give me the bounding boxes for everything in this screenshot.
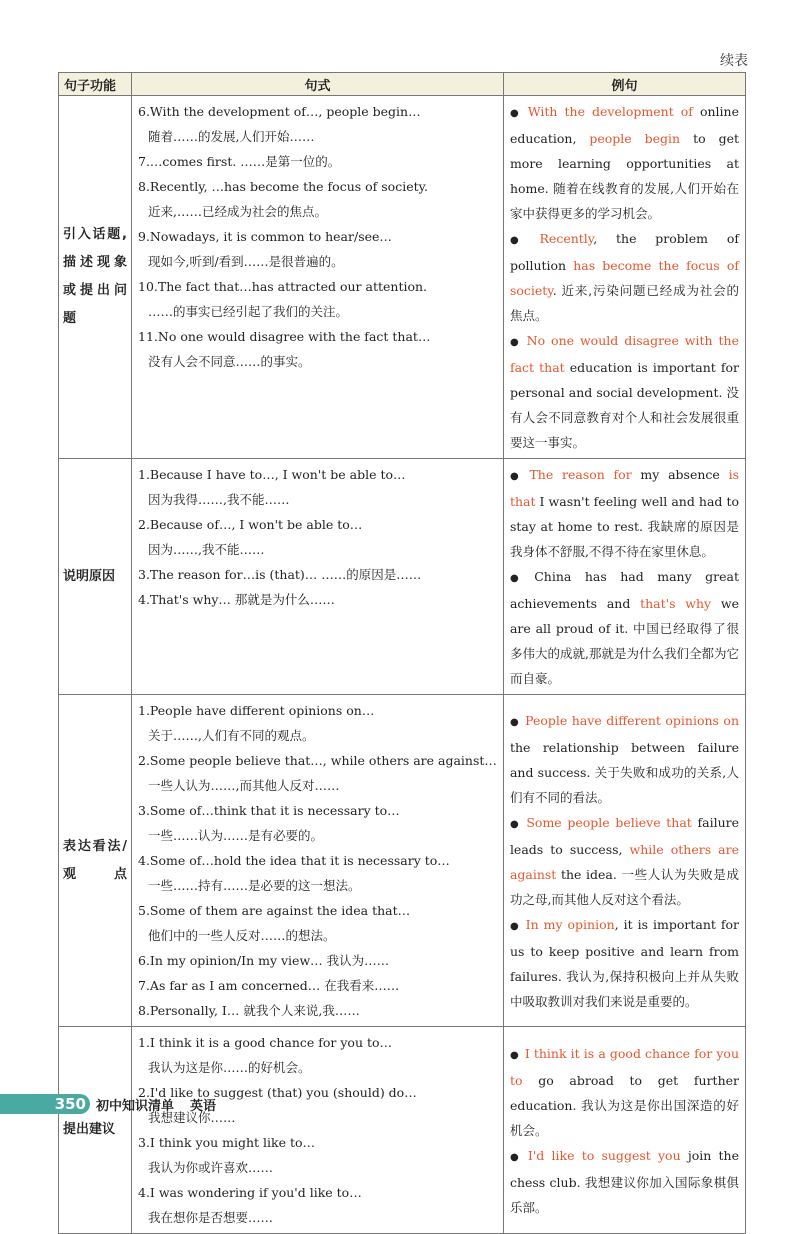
bullet-icon: ●	[509, 716, 520, 728]
pattern-translation: 因为我得……,我不能……	[148, 492, 290, 507]
example-sentence	[510, 708, 739, 810]
highlighted-phrase: that's why	[640, 596, 712, 611]
example-text: online education,	[509, 104, 740, 146]
example-cell	[503, 1027, 745, 1234]
book-title: 初中知识清单	[96, 1098, 175, 1114]
highlighted-phrase: I think it is a good chance for you to	[509, 1045, 739, 1088]
bullet-icon: ●	[509, 920, 520, 932]
pattern-line: 10.The fact that…has attracted our attention.	[138, 279, 428, 294]
example-sentence	[510, 1143, 739, 1220]
pattern-cell	[132, 1027, 504, 1234]
example-sentence	[510, 99, 739, 226]
pattern-line: 5.Some of them are against the idea that…	[138, 903, 411, 918]
pattern-line: 7.…comes first. ……是第一位的。	[138, 154, 341, 169]
example-text: the idea. 一些人认为失败是成功之母,而其他人反对这个看法。	[509, 866, 739, 907]
pattern-line: 8.Personally, I… 就我个人来说,我……	[138, 1003, 360, 1018]
highlighted-phrase: People have different opinions on	[525, 712, 739, 728]
function-label: 引入话题,描述现象或提出问题	[59, 96, 132, 459]
pattern-line: 2.I'd like to suggest (that) you (should) do…	[138, 1085, 417, 1100]
header-function: 句子功能	[59, 73, 132, 96]
pattern-translation: 因为……,我不能……	[148, 542, 265, 557]
bullet-icon: ●	[509, 235, 534, 246]
pattern-line: 7.As far as I am concerned… 在我看来……	[138, 978, 400, 993]
bullet-icon: ●	[509, 108, 522, 119]
function-label: 说明原因	[59, 459, 132, 695]
table-row	[59, 1027, 746, 1234]
bullet-icon: ●	[509, 1049, 519, 1061]
pattern-line: 4.I was wondering if you'd like to…	[138, 1185, 362, 1200]
pattern-line: 3.The reason for…is (that)… ……的原因是……	[138, 567, 422, 582]
function-label: 表达看法/观点	[59, 695, 132, 1027]
page-footer	[0, 1094, 216, 1114]
pattern-line: 11.No one would disagree with the fact that…	[138, 329, 431, 344]
page-number: 350	[0, 1094, 90, 1114]
pattern-translation: 他们中的一些人反对……的想法。	[148, 928, 336, 943]
bullet-icon: ●	[509, 337, 521, 348]
pattern-translation: 没有人会不同意……的事实。	[148, 354, 311, 369]
highlighted-phrase: The reason for	[529, 467, 632, 482]
pattern-translation: 一些……持有……是必要的这一想法。	[148, 878, 361, 893]
highlighted-phrase: while others are against	[509, 841, 739, 882]
example-text: my absence	[631, 467, 729, 482]
pattern-line: 6.With the development of…, people begin…	[138, 104, 421, 119]
pattern-translation: 我认为这是你……的好机会。	[148, 1060, 311, 1075]
continued-label: 续表	[720, 53, 748, 69]
pattern-cell	[132, 459, 504, 695]
pattern-line: 4.That's why… 那就是为什么……	[138, 592, 335, 607]
highlighted-phrase: In my opinion	[525, 916, 615, 932]
pattern-line: 1.People have different opinions on…	[138, 703, 375, 718]
header-example: 例句	[503, 73, 745, 96]
highlighted-phrase: Recently	[539, 231, 594, 246]
pattern-translation: 近来,……已经成为社会的焦点。	[148, 204, 327, 219]
pattern-cell	[132, 96, 504, 459]
highlighted-phrase: people begin	[589, 131, 681, 146]
bullet-icon: ●	[509, 818, 521, 830]
highlighted-phrase: is that	[509, 467, 739, 509]
pattern-translation: 我想建议你……	[148, 1110, 236, 1125]
subject: 英语	[190, 1098, 217, 1114]
example-sentence	[510, 462, 739, 564]
example-sentence	[510, 1041, 739, 1143]
example-sentence	[510, 328, 739, 455]
example-text: the relationship between failure and success. 关于失败和成功的关系,人们有不同的看法。	[509, 739, 739, 805]
highlighted-phrase: No one would disagree with the fact that	[509, 333, 739, 375]
bullet-icon: ●	[509, 1151, 522, 1163]
example-text: , the problem of pollution	[509, 231, 739, 273]
pattern-line: 3.Some of…think that it is necessary to…	[138, 803, 400, 818]
example-text: , it is important for us to keep positive and learn from failures. 我认为,保持积极向上并从失败中吸取教训对我们来说是重要的。	[509, 916, 739, 1009]
table-header-row	[59, 73, 746, 96]
pattern-line: 9.Nowadays, it is common to hear/see…	[138, 229, 392, 244]
highlighted-phrase: With the development of	[527, 104, 693, 119]
bullet-icon: ●	[509, 471, 524, 482]
function-label: 提出建议	[59, 1027, 132, 1234]
example-text: education is important for personal and social development. 没有人会不同意教育对个人和社会发展很重要这一事实。	[509, 360, 739, 450]
sentence-pattern-table	[58, 72, 746, 1234]
example-cell	[503, 459, 745, 695]
pattern-translation: 一些……认为……是有必要的。	[148, 828, 324, 843]
example-text: I wasn't feeling well and had to stay at home to rest. 我缺席的原因是我身体不舒服,不得不待在家里休息。	[509, 494, 739, 559]
highlighted-phrase: has become the focus of society	[509, 258, 739, 298]
highlighted-phrase: Some people believe that	[526, 814, 692, 830]
example-sentence	[510, 912, 739, 1014]
pattern-translation: ……的事实已经引起了我们的关注。	[148, 304, 349, 319]
pattern-translation: 关于……,人们有不同的观点。	[148, 728, 315, 743]
table-row	[59, 96, 746, 459]
example-text: China has had many great achievements and	[509, 569, 740, 611]
pattern-translation: 我认为你或许喜欢……	[148, 1160, 274, 1175]
example-cell	[503, 96, 745, 459]
table-row	[59, 459, 746, 695]
pattern-line: 2.Some people believe that…, while others are against…	[138, 753, 497, 768]
example-sentence	[510, 226, 739, 328]
pattern-translation: 现如今,听到/看到……是很普遍的。	[148, 254, 344, 269]
example-text: to get more learning opportunities at home. 随着在线教育的发展,人们开始在家中获得更多的学习机会。	[509, 131, 739, 221]
bullet-icon: ●	[509, 573, 529, 584]
header-pattern: 句式	[132, 73, 504, 96]
example-text: we are all proud of it. 中国已经取得了很多伟大的成就,那就是为什么我们全都为它而自豪。	[509, 596, 739, 686]
pattern-line: 4.Some of…hold the idea that it is necessary to…	[138, 853, 450, 868]
pattern-line: 6.In my opinion/In my view… 我认为……	[138, 953, 390, 968]
pattern-cell	[132, 695, 504, 1027]
highlighted-phrase: I'd like to suggest you	[527, 1147, 681, 1163]
example-text: go abroad to get further education. 我认为这是你出国深造的好机会。	[509, 1072, 739, 1138]
pattern-line: 8.Recently, …has become the focus of society.	[138, 179, 428, 194]
example-text: join the chess club. 我想建议你加入国际象棋俱乐部。	[509, 1147, 739, 1215]
pattern-translation: 随着……的发展,人们开始……	[148, 129, 315, 144]
pattern-translation: 我在想你是否想要……	[148, 1210, 274, 1225]
pattern-line: 1.Because I have to…, I won't be able to…	[138, 467, 406, 482]
table-row	[59, 695, 746, 1027]
example-cell	[503, 695, 745, 1027]
pattern-line: 3.I think you might like to…	[138, 1135, 316, 1150]
example-text: failure leads to success,	[509, 814, 739, 857]
example-text: . 近来,污染问题已经成为社会的焦点。	[509, 283, 739, 323]
example-sentence	[510, 810, 739, 912]
pattern-line: 2.Because of…, I won't be able to…	[138, 517, 363, 532]
pattern-line: 1.I think it is a good chance for you to…	[138, 1035, 393, 1050]
pattern-translation: 一些人认为……,而其他人反对……	[148, 778, 340, 793]
example-sentence	[510, 564, 739, 691]
